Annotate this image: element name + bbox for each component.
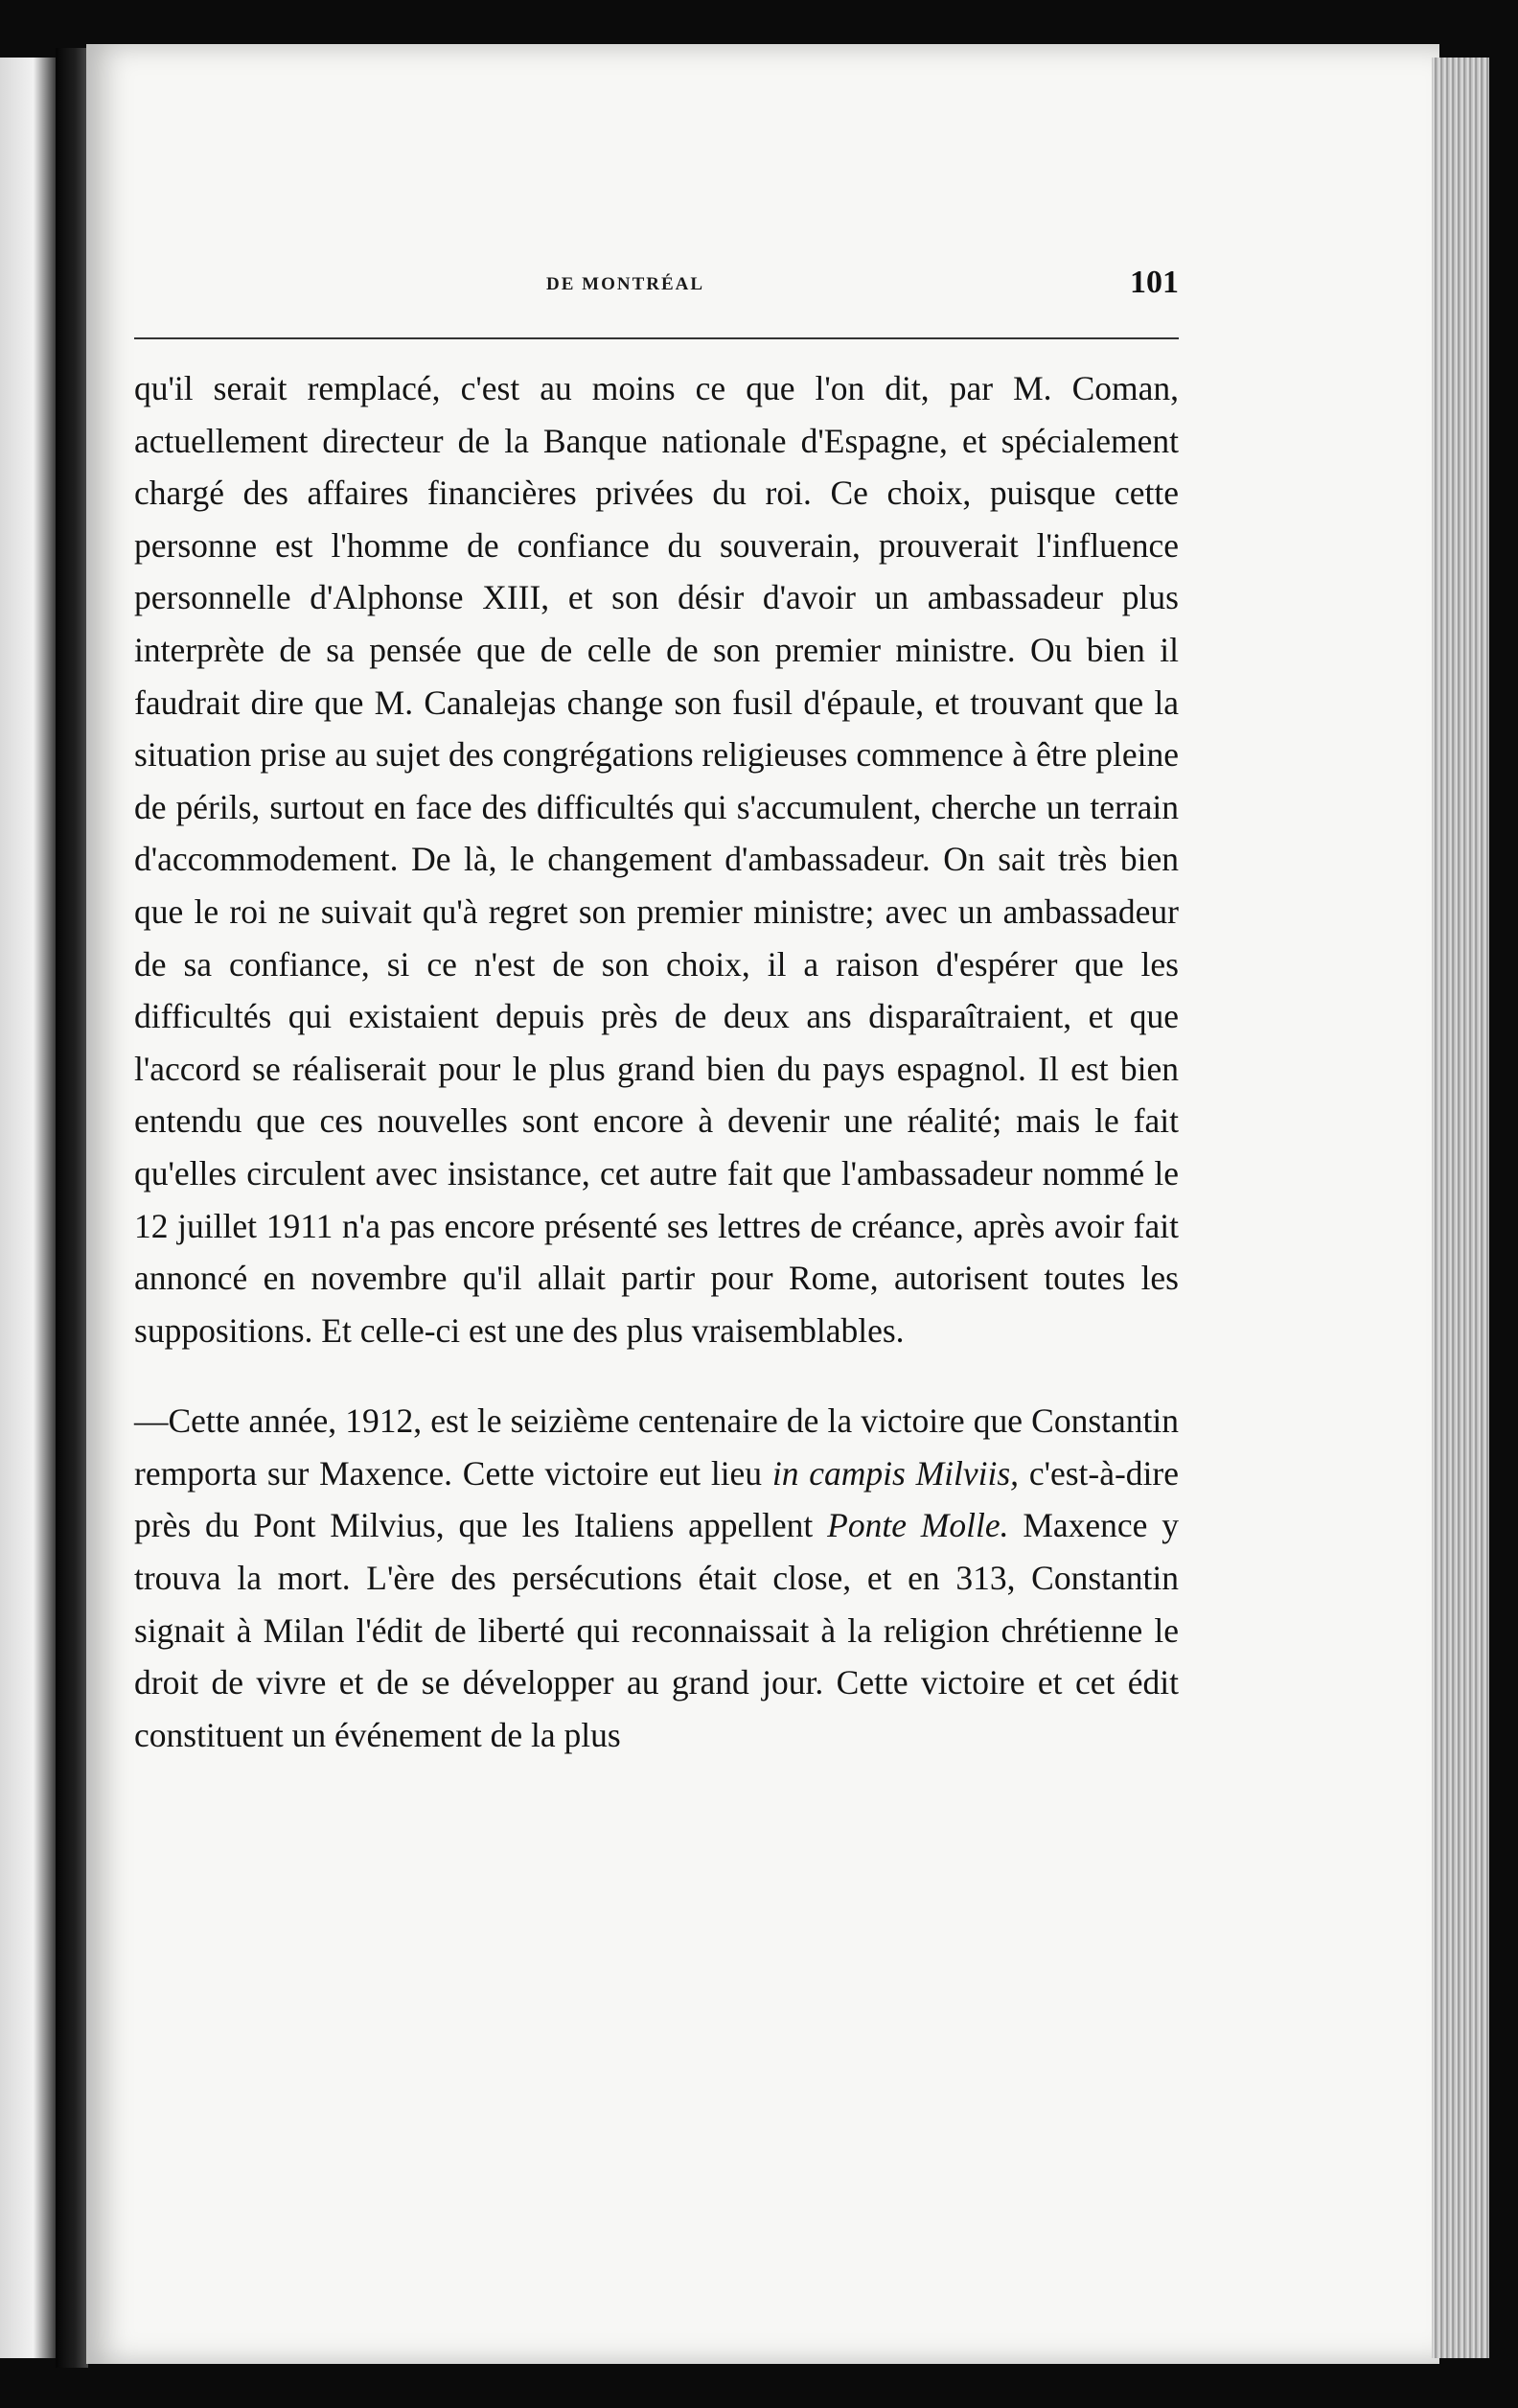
body-text	[134, 362, 1179, 1795]
paragraph-2-italic-italian: Ponte Molle.	[827, 1506, 1009, 1545]
paragraph-1: qu'il serait remplacé, c'est au moins ce que l'on dit, par M. Coman, actuellement directeur de la Banque nationale d'Espagne, et spécialement chargé des affaires financières privées du roi. Ce choix, puisque cette personne est l'homme de confiance du souverain, prouverait l'influence personnelle d'Alphonse XIII, et son désir d'avoir un ambassadeur plus interprète de sa pensée que de celle de son premier ministre. Ou bien il faudrait dire que M. Canalejas change son fusil d'épaule, et trouvant que la situation prise au sujet des congrégations religieuses commence à être pleine de périls, surtout en face des difficultés qui s'accumulent, cherche un terrain d'accommodement. De là, le changement d'ambassadeur. On sait très bien que le roi ne suivait qu'à regret son premier ministre; avec un ambassadeur de sa confiance, si ce n'est de son choix, il a raison d'espérer que les difficultés qui existaient depuis près de deux ans disparaîtraient, et que l'accord se réaliserait pour le plus grand bien du pays espagnol. Il est bien entendu que ces nouvelles sont encore à devenir une réalité; mais le fait qu'elles circulent avec insistance, cet autre fait que l'ambassadeur nommé le 12 juillet 1911 n'a pas encore présenté ses lettres de créance, après avoir fait annoncé en novembre qu'il allait partir pour Rome, autorisent toutes les suppositions. Et celle-ci est une des plus vraisemblables.	[134, 369, 1179, 1350]
paragraph-2-text-c: Maxence y trouva la mort. L'ère des persécutions était close, et en 313, Constantin signait à Milan l'édit de liberté qui reconnaissait à la religion chrétienne le droit de vivre et de se développer au grand jour. Cette victoire et cet édit constituent un événement de la plus	[134, 1506, 1179, 1754]
paragraph-2	[134, 1395, 1179, 1761]
facing-page-edge	[0, 58, 56, 2358]
paragraph-2-text-a: —Cette année, 1912, est le seizième centenaire de la victoire que Constantin remporta sur Maxence. Cette victoire eut lieu	[134, 1401, 1179, 1493]
paragraph-2-italic-latin: in campis Milviis,	[771, 1453, 1020, 1493]
page-number: 101	[1130, 265, 1179, 300]
scan-border-right	[1489, 38, 1518, 2377]
page-stack-edges	[1432, 58, 1489, 2358]
header-rule	[134, 337, 1179, 339]
page-header	[134, 265, 1179, 313]
paragraph-2-text-b: c'est-à-dire près du Pont Milvius, que les Italiens appellent	[134, 1453, 1179, 1545]
running-head: DE MONTRÉAL	[546, 274, 705, 294]
book-gutter	[56, 48, 88, 2368]
